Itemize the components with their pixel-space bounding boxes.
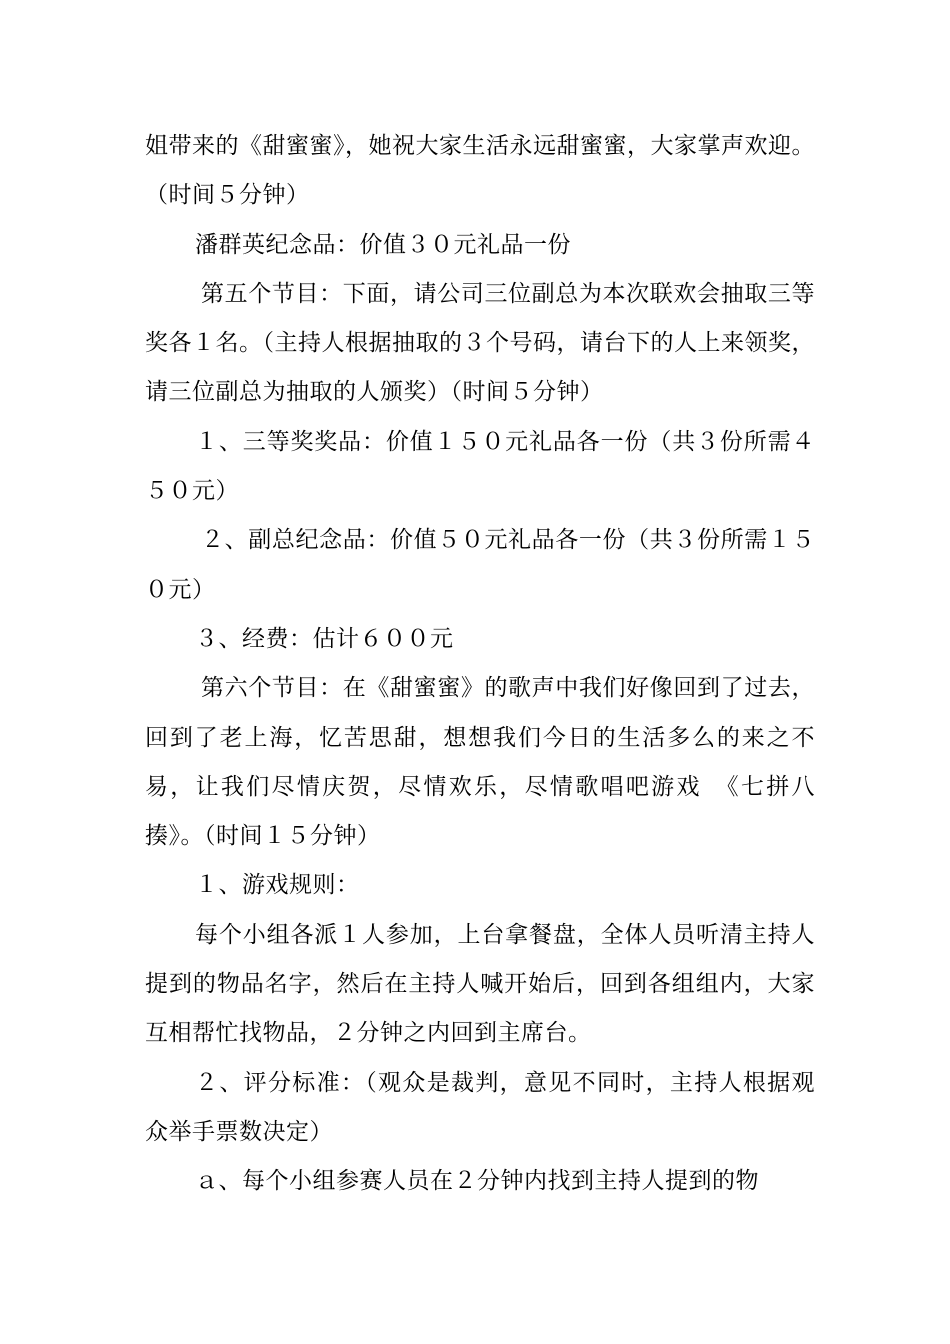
document-body — [145, 122, 815, 1207]
paragraph-10: ２、评分标准：（观众是裁判，意见不同时，主持人根据观众举手票数决定） — [145, 1069, 815, 1145]
paragraph-7: 第六个节目：在《甜蜜蜜》的歌声中我们好像回到了过去，回到了老上海，忆苦思甜，想想我们今日的生活多么的来之不易，让我们尽情庆贺，尽情欢乐，尽情歌唱吧游戏 《七拼八揍》。（时间１５分钟） — [145, 675, 815, 850]
paragraph-6: ３、经费：估计６００元 — [195, 625, 454, 652]
paragraph-2: 潘群英纪念品：价值３０元礼品一份 — [195, 231, 571, 258]
paragraph-1: 姐带来的《甜蜜蜜》，她祝大家生活永远甜蜜蜜，大家掌声欢迎。（时间５分钟） — [145, 133, 815, 209]
paragraph-4: １、三等奖奖品：价值１５０元礼品各一份（共３份所需４５０元） — [145, 428, 815, 505]
paragraph-8: １、游戏规则： — [195, 872, 360, 899]
paragraph-9: 每个小组各派１人参加，上台拿餐盘，全体人员听清主持人提到的物品名字，然后在主持人喊开始后，回到各组组内，大家互相帮忙找物品，２分钟之内回到主席台。 — [145, 921, 815, 1047]
paragraph-3: 第五个节目：下面，请公司三位副总为本次联欢会抽取三等奖各１名。（主持人根据抽取的３个号码，请台下的人上来领奖，请三位副总为抽取的人颁奖）（时间５分钟） — [145, 280, 815, 406]
paragraph-11: ａ、每个小组参赛人员在２分钟内找到主持人提到的物 — [195, 1168, 759, 1195]
paragraph-5: ２、副总纪念品：价值５０元礼品各一份（共３份所需１５０元） — [145, 527, 815, 603]
